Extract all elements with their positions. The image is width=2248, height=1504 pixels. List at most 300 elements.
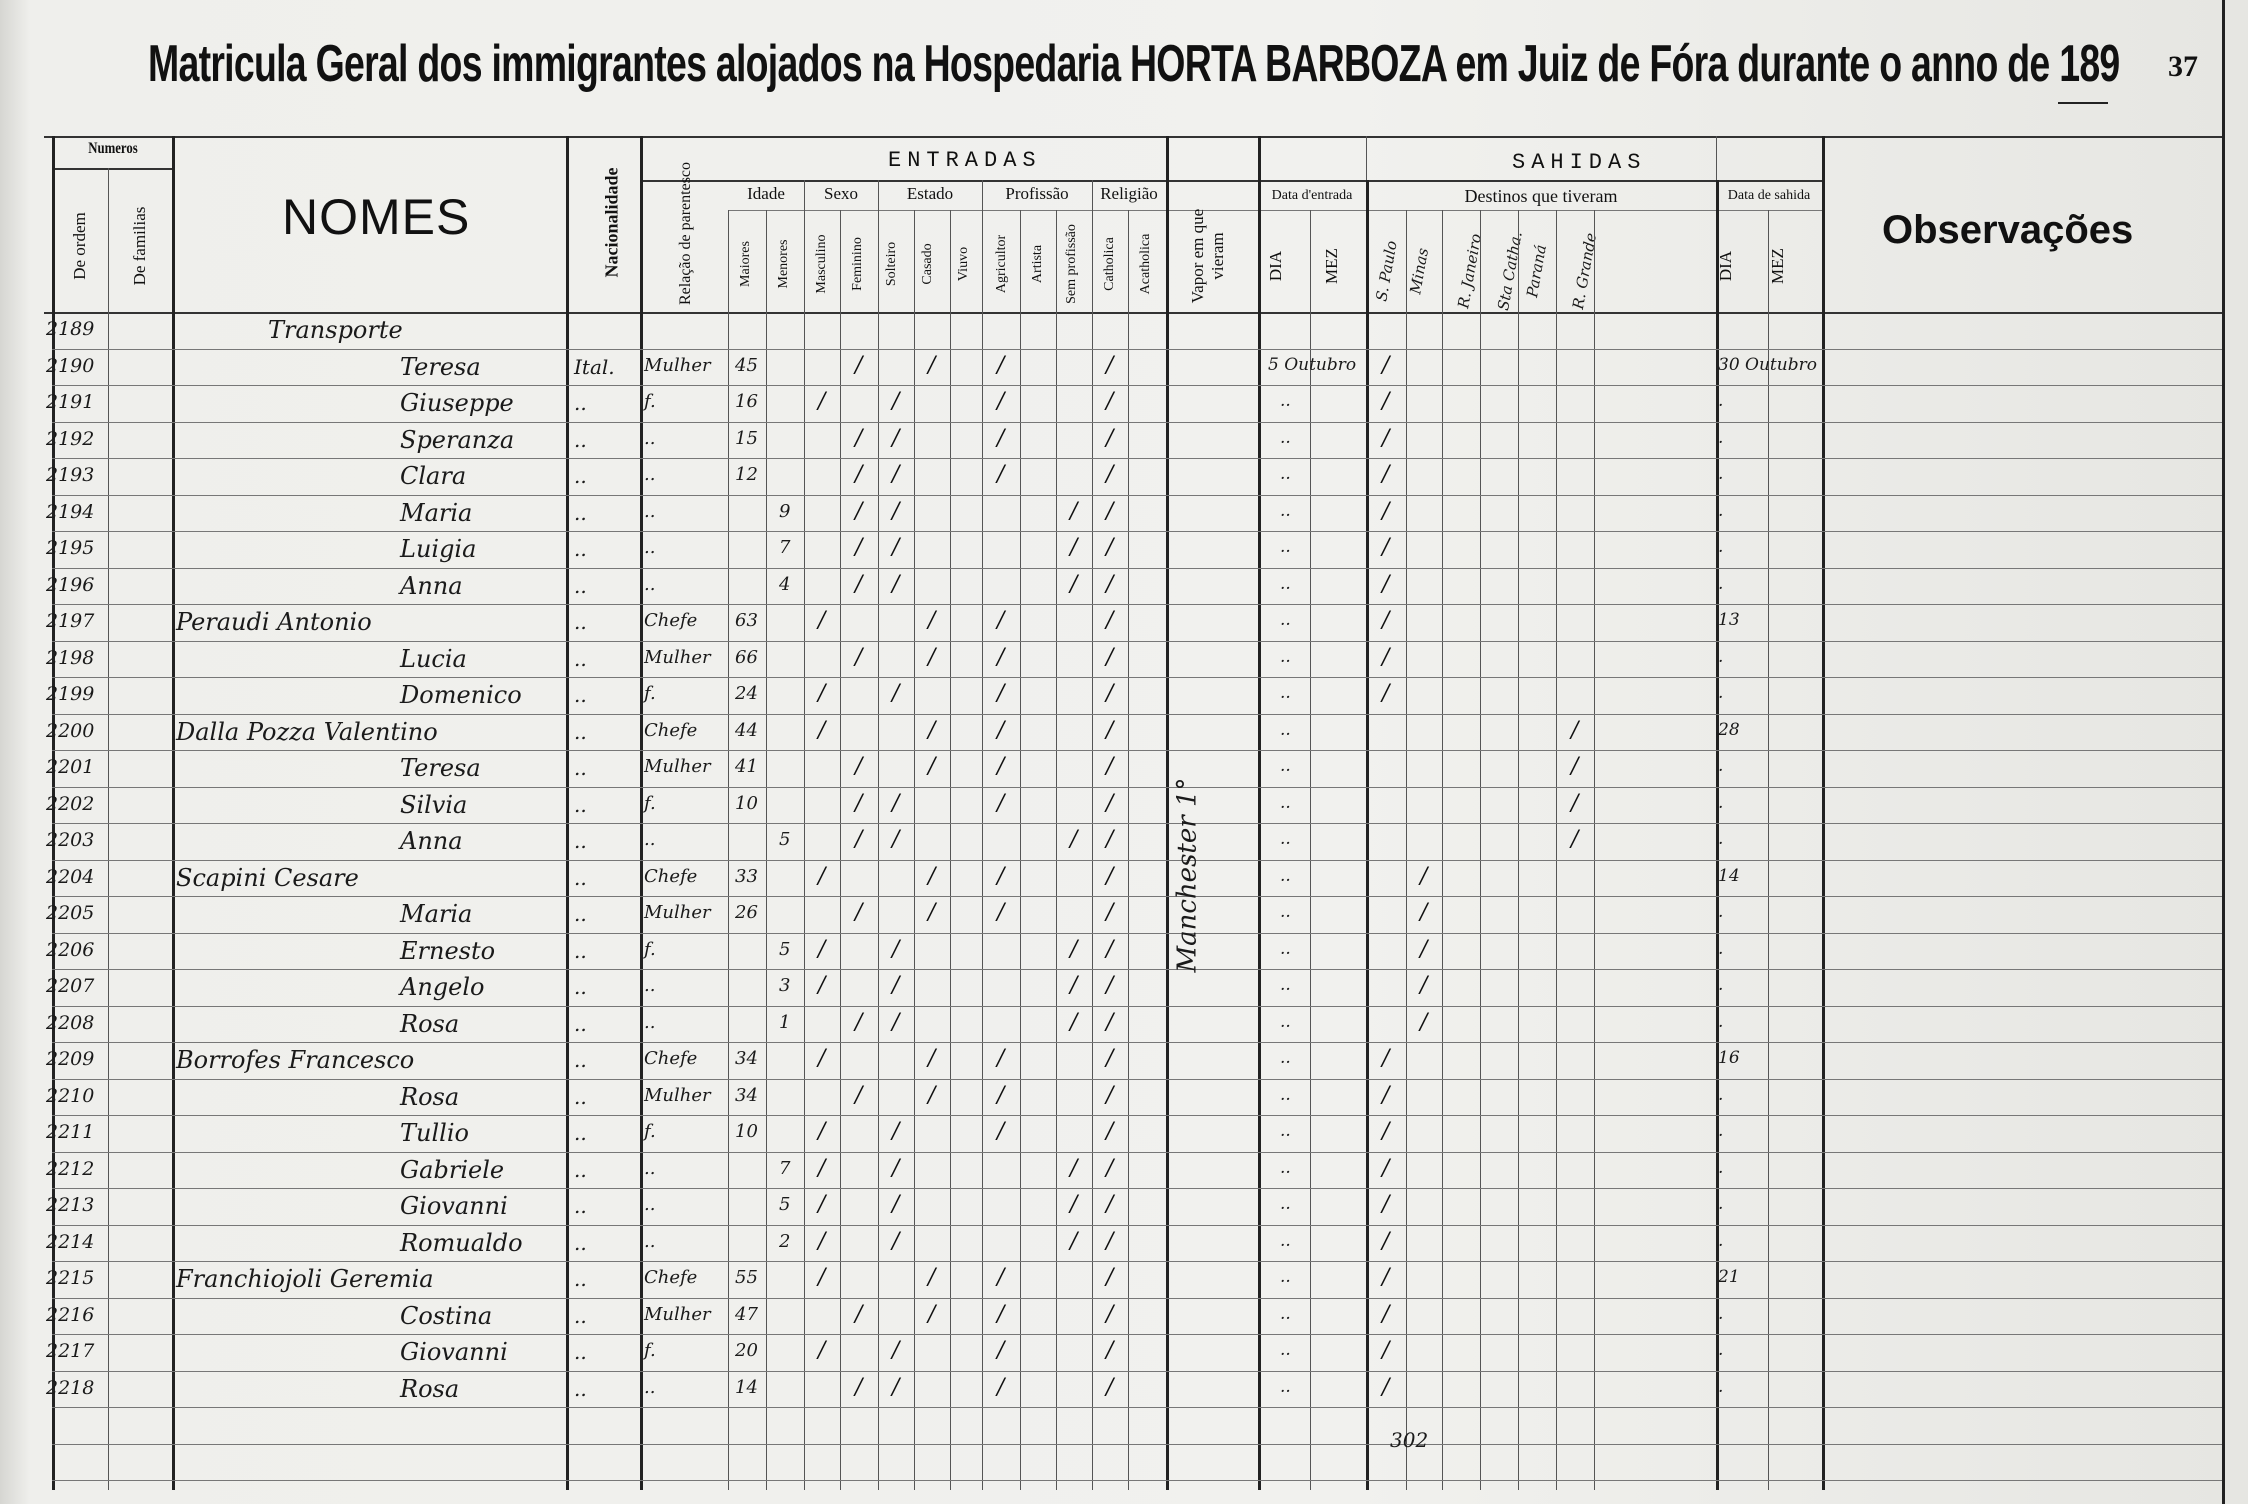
sexo-mark: / [818, 1155, 826, 1181]
ordem-number: 2201 [46, 756, 95, 778]
maiores-cell: 26 [735, 902, 758, 923]
maiores-cell: 20 [735, 1340, 758, 1361]
artista-header: Artista [1030, 244, 1045, 284]
profissao-mark: / [1070, 1192, 1078, 1217]
destino-mark: / [1382, 1046, 1390, 1071]
row-rule [52, 1152, 2222, 1153]
nacionalidade-cell: .. [574, 537, 587, 561]
ordem-number: 2200 [46, 719, 95, 742]
menores-cell: 3 [779, 975, 791, 996]
row-rule [52, 1444, 2222, 1445]
ordem-number: 2204 [46, 865, 95, 888]
data-entrada-cell: .. [1280, 975, 1291, 995]
sexo-mark: / [855, 462, 863, 487]
destino-mark: / [1571, 717, 1579, 743]
ordem-number: 2216 [46, 1303, 95, 1326]
nacionalidade-cell: .. [574, 1157, 587, 1182]
name-cell: Giuseppe [400, 389, 514, 417]
profissao-mark: / [997, 462, 1005, 487]
casado-header: Casado [920, 243, 935, 285]
group-rule [1092, 180, 1093, 210]
religiao-mark: / [1106, 1192, 1114, 1217]
destino-mark: / [1382, 1301, 1390, 1327]
religiao-mark: / [1106, 352, 1114, 378]
profissao-mark: / [997, 1301, 1005, 1327]
ordem-number: 2205 [46, 902, 95, 924]
menores-cell: 5 [779, 938, 791, 960]
profissao-mark: / [997, 790, 1005, 816]
row-rule [52, 1407, 2222, 1408]
nacionalidade-cell: .. [574, 391, 587, 415]
sexo-mark: / [855, 1009, 863, 1035]
relacao-cell: Chefe [644, 719, 698, 741]
ordem-number: 2193 [46, 464, 95, 486]
sexo-mark: / [855, 352, 863, 378]
group-rule [878, 180, 879, 210]
data-entrada-cell: .. [1280, 610, 1291, 630]
destino-mark: / [1382, 644, 1390, 670]
relacao-cell: .. [644, 1011, 656, 1033]
destino-mark: / [1382, 352, 1390, 378]
entradas-header: ENTRADAS [888, 148, 1042, 173]
religiao-mark: / [1106, 644, 1114, 670]
row-rule [52, 1334, 2222, 1335]
nacionalidade-cell: .. [574, 464, 587, 488]
estado-mark: / [892, 936, 900, 962]
destino-label-4: Paraná [1523, 243, 1551, 299]
nacionalidade-cell: .. [574, 1303, 587, 1328]
data-sahida-cell: . [1718, 427, 1724, 448]
sem-profissao-header: Sem profissão [1064, 224, 1079, 304]
nacionalidade-cell: Ital. [574, 354, 615, 379]
data-entrada-cell: .. [1280, 1303, 1291, 1324]
sahidas-header: SAHIDAS [1512, 150, 1647, 175]
estado-mark: / [892, 1192, 900, 1217]
name-cell: Clara [400, 462, 467, 490]
profissao-mark: / [997, 1119, 1005, 1144]
subhead-rule [728, 210, 1822, 211]
religiao-mark: / [1106, 1155, 1114, 1181]
relacao-cell: .. [644, 1376, 656, 1398]
estado-mark: / [928, 608, 936, 633]
sexo-mark: / [855, 644, 863, 670]
data-entrada-cell: .. [1280, 537, 1291, 557]
data-entrada-cell: .. [1280, 646, 1291, 667]
data-sahida-cell: 21 [1718, 1267, 1740, 1287]
row-rule [52, 531, 2222, 532]
religiao-mark: / [1106, 717, 1114, 743]
solteiro-header: Solteiro [884, 241, 899, 287]
religiao-mark: / [1106, 498, 1114, 524]
data-sahida-cell: . [1718, 1011, 1724, 1032]
nacionalidade-cell: .. [574, 610, 587, 634]
year-blank-line [2058, 102, 2108, 104]
data-entrada-cell: .. [1280, 1157, 1291, 1178]
data-sahida-cell: 13 [1718, 610, 1740, 630]
maiores-cell: 63 [735, 610, 758, 631]
nacionalidade-cell: .. [574, 938, 587, 963]
estado-mark: / [928, 1046, 936, 1071]
relacao-cell: f. [644, 391, 656, 412]
name-cell: Anna [400, 827, 463, 855]
maiores-cell: 47 [735, 1303, 758, 1325]
numeros-rule [52, 168, 172, 170]
destino-mark: / [1382, 1265, 1390, 1290]
maiores-cell: 33 [735, 865, 758, 887]
row-rule [52, 714, 2222, 715]
sexo-mark: / [855, 425, 863, 451]
estado-mark: / [892, 1338, 900, 1363]
name-cell: Romualdo [400, 1228, 523, 1257]
profissao-mark: / [997, 425, 1005, 451]
ordem-number: 2212 [46, 1157, 95, 1180]
row-rule [52, 1298, 2222, 1299]
row-rule [52, 1042, 2222, 1043]
name-cell: Teresa [400, 754, 481, 782]
profissao-mark: / [997, 1338, 1005, 1363]
name-cell: Giovanni [400, 1192, 508, 1220]
name-cell: Silvia [400, 790, 468, 819]
nacionalidade-cell: .. [574, 500, 587, 525]
agricultor-header: Agricultor [994, 234, 1009, 294]
row-rule [52, 568, 2222, 569]
data-sahida-cell: . [1718, 537, 1724, 557]
religiao-mark: / [1106, 389, 1114, 414]
sahidas-rule [1255, 180, 1822, 182]
relacao-header: Relação de parentesco [677, 161, 694, 305]
nacionalidade-cell: .. [574, 1194, 587, 1218]
destino-mark: / [1420, 1009, 1428, 1035]
data-entrada-cell: .. [1280, 902, 1291, 922]
estado-mark: / [928, 1265, 936, 1290]
name-cell: Luigia [400, 535, 477, 563]
destino-mark: / [1382, 1192, 1390, 1217]
data-sahida-cell: . [1718, 1376, 1724, 1397]
maiores-cell: 55 [735, 1267, 758, 1288]
de-familias-header: De familias [130, 206, 149, 286]
maiores-cell: 45 [735, 354, 758, 376]
data-entrada-cell: .. [1280, 756, 1291, 776]
menores-cell: 2 [779, 1230, 791, 1252]
religiao-header: Religião [1100, 184, 1158, 203]
data-sahida-cell: . [1718, 646, 1724, 667]
destino-label-3: Sta Catha. [1494, 230, 1526, 312]
row-rule [52, 933, 2222, 934]
row-rule [52, 385, 2222, 386]
data-sahida-cell: 14 [1718, 865, 1740, 886]
row-rule [52, 604, 2222, 605]
destino-mark: / [1571, 827, 1579, 852]
relacao-cell: .. [644, 1230, 656, 1252]
name-cell: Costina [400, 1301, 493, 1330]
relacao-cell: f. [644, 938, 656, 960]
observacoes-header: Observações [1882, 208, 2134, 252]
estado-mark: / [892, 462, 900, 487]
menores-header: Menores [776, 239, 791, 289]
row-rule [52, 1480, 2222, 1481]
row-rule [52, 458, 2222, 459]
data-entrada-cell: .. [1280, 1230, 1291, 1251]
religiao-mark: / [1106, 535, 1114, 560]
data-entrada-cell: .. [1280, 427, 1291, 448]
name-cell: Maria [400, 498, 473, 527]
religiao-mark: / [1106, 425, 1114, 451]
column-rule [172, 136, 175, 1490]
menores-cell: 7 [779, 537, 791, 558]
data-sahida-cell: . [1718, 683, 1724, 703]
data-sahida-cell: . [1718, 1340, 1724, 1360]
name-cell: Peraudi Antonio [176, 608, 372, 636]
row-rule [52, 1079, 2222, 1080]
destino-label-2: R. Janeiro [1454, 232, 1486, 310]
nacionalidade-cell: .. [574, 756, 587, 780]
relacao-cell: .. [644, 500, 656, 522]
religiao-mark: / [1106, 827, 1114, 852]
religiao-mark: / [1106, 1228, 1114, 1254]
maiores-cell: 66 [735, 646, 758, 668]
estado-mark: / [892, 571, 900, 597]
dia-entrada-header: DIA [1266, 250, 1285, 282]
maiores-cell: 24 [735, 683, 758, 704]
row-rule [52, 677, 2222, 678]
data-entrada-cell: .. [1280, 1267, 1291, 1287]
sexo-mark: / [818, 973, 826, 998]
row-rule [52, 860, 2222, 861]
estado-mark: / [928, 1301, 936, 1327]
sexo-mark: / [855, 1301, 863, 1327]
sexo-mark: / [855, 1082, 863, 1108]
nacionalidade-cell: .. [574, 1376, 587, 1401]
sexo-mark: / [818, 389, 826, 414]
religiao-mark: / [1106, 608, 1114, 633]
nacionalidade-cell: .. [574, 975, 587, 999]
page-edge-rule [2222, 0, 2225, 1504]
profissao-mark: / [1070, 1228, 1078, 1254]
maiores-cell: 16 [735, 391, 758, 412]
header-bottom-rule [44, 312, 2224, 314]
data-sahida-cell: . [1718, 1084, 1724, 1105]
religiao-mark: / [1106, 681, 1114, 706]
nomes-header: NOMES [282, 189, 471, 245]
sexo-mark: / [855, 498, 863, 524]
name-cell: Rosa [400, 1082, 460, 1111]
profissao-mark: / [997, 608, 1005, 633]
destino-mark: / [1382, 462, 1390, 487]
destino-label-5: R. Grande [1568, 231, 1601, 311]
row-rule [52, 1261, 2222, 1262]
nacionalidade-cell: .. [574, 427, 587, 452]
data-entrada-cell: .. [1280, 683, 1291, 703]
profissao-mark: / [1070, 827, 1078, 852]
name-cell: Maria [400, 900, 473, 928]
name-cell: Dalla Pozza Valentino [176, 717, 438, 746]
name-cell: Ernesto [400, 936, 496, 965]
name-cell: Speranza [400, 425, 515, 454]
estado-mark: / [892, 973, 900, 998]
profissao-mark: / [1070, 973, 1078, 998]
ordem-number: 2196 [46, 573, 95, 596]
vapor-entry: Manchester 1° [1172, 777, 1203, 973]
viuvo-header: Viuvo [956, 246, 971, 282]
entradas-rule [640, 180, 1255, 182]
destino-mark: / [1420, 936, 1428, 962]
maiores-cell: 15 [735, 427, 758, 449]
relacao-cell: .. [644, 537, 656, 558]
data-entrada-cell: .. [1280, 1194, 1291, 1214]
estado-mark: / [892, 1228, 900, 1254]
name-cell: Angelo [400, 973, 485, 1001]
religiao-mark: / [1106, 900, 1114, 925]
estado-mark: / [892, 1119, 900, 1144]
maiores-cell: 10 [735, 792, 758, 814]
sexo-mark: / [818, 717, 826, 743]
page-number: 37 [2168, 50, 2198, 83]
destino-mark: / [1571, 754, 1579, 779]
ordem-number: 2192 [46, 427, 95, 450]
profissao-mark: / [997, 1082, 1005, 1108]
dia-sahida-header: DIA [1716, 250, 1735, 282]
name-cell: Rosa [400, 1009, 460, 1038]
profissao-mark: / [997, 389, 1005, 414]
data-entrada-cell: .. [1280, 464, 1291, 484]
destino-mark: / [1382, 1338, 1390, 1363]
name-cell: Lucia [400, 644, 467, 673]
ordem-number: 2199 [46, 683, 95, 705]
name-cell: Gabriele [400, 1155, 505, 1184]
data-entrada-cell: .. [1280, 792, 1291, 813]
estado-mark: / [928, 1082, 936, 1108]
ordem-number: 2217 [46, 1340, 95, 1362]
nacionalidade-cell: .. [574, 1121, 587, 1145]
nacionalidade-cell: .. [574, 683, 587, 707]
row-rule [52, 422, 2222, 423]
religiao-mark: / [1106, 571, 1114, 597]
estado-mark: / [928, 644, 936, 670]
row-rule [52, 750, 2222, 751]
destino-label-1: Minas [1406, 246, 1433, 296]
data-sahida-cell: . [1718, 902, 1724, 922]
menores-cell: 5 [779, 1194, 791, 1215]
data-sahida-cell: . [1718, 1194, 1724, 1214]
sexo-header: Sexo [824, 184, 858, 203]
estado-mark: / [892, 425, 900, 451]
data-sahida-cell: . [1718, 391, 1724, 411]
destino-mark: / [1382, 535, 1390, 560]
data-sahida-cell: 30 Outubro [1718, 354, 1817, 375]
footer-note: 302 [1390, 1428, 1429, 1452]
sexo-mark: / [818, 681, 826, 706]
maiores-cell: 10 [735, 1121, 758, 1142]
relacao-cell: f. [644, 1340, 656, 1361]
religiao-mark: / [1106, 1119, 1114, 1144]
destino-mark: / [1382, 389, 1390, 414]
profissao-mark: / [997, 352, 1005, 378]
name-cell: Domenico [400, 681, 522, 709]
destino-mark: / [1382, 1155, 1390, 1181]
religiao-mark: / [1106, 1046, 1114, 1071]
row-rule [52, 823, 2222, 824]
destino-mark: / [1571, 790, 1579, 816]
sexo-mark: / [818, 608, 826, 633]
estado-mark: / [928, 717, 936, 743]
profissao-header: Profissão [1005, 184, 1069, 203]
ordem-number: 2208 [46, 1011, 95, 1034]
religiao-mark: / [1106, 462, 1114, 487]
name-cell: Rosa [400, 1374, 460, 1403]
nacionalidade-cell: .. [574, 646, 587, 671]
data-entrada-cell: 5 Outubro [1268, 354, 1357, 375]
data-sahida-cell: . [1718, 500, 1724, 521]
relacao-cell: Chefe [644, 610, 698, 631]
relacao-cell: Chefe [644, 1048, 698, 1069]
ordem-number: 2202 [46, 792, 95, 815]
estado-mark: / [928, 900, 936, 925]
row-rule [52, 641, 2222, 642]
nacionalidade-cell: .. [574, 1340, 587, 1364]
destinos-header: Destinos que tiveram [1464, 186, 1618, 206]
name-cell: Borrofes Francesco [176, 1046, 415, 1074]
destino-mark: / [1382, 1374, 1390, 1400]
estado-mark: / [928, 863, 936, 889]
estado-mark: / [892, 827, 900, 852]
estado-mark: / [892, 535, 900, 560]
profissao-mark: / [1070, 1155, 1078, 1181]
masculino-header: Masculino [814, 234, 829, 294]
ordem-number: 2207 [46, 975, 95, 997]
nacionalidade-cell: .. [574, 829, 587, 853]
data-entrada-cell: .. [1280, 391, 1291, 411]
relacao-cell: Mulher [644, 902, 711, 923]
ordem-number: 2209 [46, 1048, 95, 1070]
data-entrada-cell: .. [1280, 865, 1291, 886]
profissao-mark: / [997, 863, 1005, 889]
destino-mark: / [1382, 1119, 1390, 1144]
estado-mark: / [892, 1374, 900, 1400]
relacao-cell: Mulher [644, 756, 711, 777]
data-entrada-cell: .. [1280, 829, 1291, 849]
nacionalidade-header: Nacionalidade [601, 167, 622, 278]
religiao-mark: / [1106, 754, 1114, 779]
maiores-cell: 34 [735, 1048, 758, 1069]
name-cell: Teresa [400, 352, 481, 381]
acatholica-header: Acatholica [1138, 233, 1153, 295]
catholica-header: Catholica [1102, 237, 1117, 291]
data-entrada-cell: .. [1280, 1340, 1291, 1360]
name-cell: Giovanni [400, 1338, 508, 1366]
sexo-mark: / [855, 827, 863, 852]
relacao-cell: Mulher [644, 1303, 711, 1325]
data-entrada-cell: .. [1280, 500, 1291, 521]
row-rule [52, 1371, 2222, 1372]
data-sahida-cell: . [1718, 756, 1724, 776]
religiao-mark: / [1106, 1301, 1114, 1327]
data-entrada-cell: .. [1280, 1084, 1291, 1105]
sexo-mark: / [818, 1338, 826, 1363]
column-rule [640, 136, 643, 1490]
column-rule [566, 136, 569, 1490]
data-sahida-cell: . [1718, 1157, 1724, 1178]
numeros-header: Numeros [88, 140, 138, 157]
profissao-mark: / [1070, 936, 1078, 962]
maiores-cell: 34 [735, 1084, 758, 1106]
estado-header: Estado [906, 184, 954, 203]
destino-label-0: S. Paulo [1372, 239, 1401, 303]
idade-header: Idade [747, 184, 785, 203]
profissao-mark: / [997, 1374, 1005, 1400]
sexo-mark: / [855, 754, 863, 779]
sexo-mark: / [855, 900, 863, 925]
nacionalidade-cell: .. [574, 902, 587, 926]
